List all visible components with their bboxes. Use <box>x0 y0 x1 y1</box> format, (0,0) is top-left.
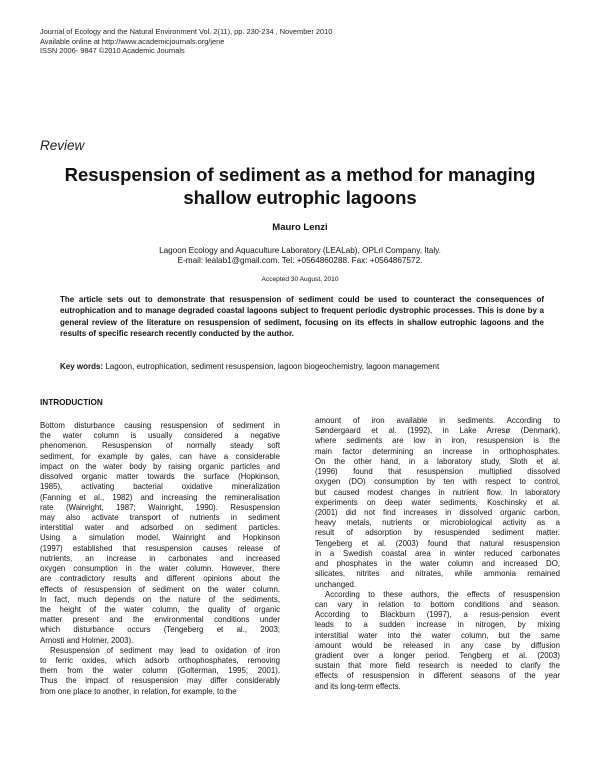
body-text-line: Søndergaard et al. (1992), in Lake Arresø (Denmark), <box>315 426 560 436</box>
body-text-line: sediment, for example by gales, can have a considerable <box>40 451 280 461</box>
body-text-line: the water column is usually considered a negative <box>40 431 280 441</box>
body-text-line: effects of resuspension of sediment on the water column. <box>40 584 280 594</box>
body-text-line: effects of resuspension in different seasons of the year <box>315 671 560 681</box>
journal-citation: Journal of Ecology and the Natural Environment Vol. 2(11), pp. 230-234 , November 2010 <box>40 27 333 36</box>
body-text-line: and phosphates in the water column and increased DO, <box>315 559 560 569</box>
body-text-line: amount of iron available in sediments. According to <box>315 416 560 425</box>
affiliation: Lagoon Ecology and Aquaculture Laboratory (LEALab), OPLrl Company, Italy. <box>159 246 441 255</box>
body-text-line: gradient over a longer period. Tengberg et al. (2003) <box>315 651 560 661</box>
body-text-line: According to Blackburn (1997), a resus-pension event <box>315 610 560 620</box>
body-text-line: interstitial water and adsorbed on sediment particles. <box>40 523 280 533</box>
body-text-line: (Fanning et al., 1982) and increasing the remineralisation <box>40 492 280 502</box>
body-text-line: from one place to another, in relation, for example, to the <box>40 686 237 696</box>
body-text-line: Tengeberg et al. (2003) found that natural resuspension <box>315 538 560 548</box>
body-text-line: in a Swedish coastal area in winter reduced carbonates <box>315 548 560 558</box>
body-text-line: oxygen consumption in the water column. However, there <box>40 564 280 574</box>
body-text-line: are contradictory results and different opinions about the <box>40 574 280 584</box>
author-affiliation-block <box>40 246 560 267</box>
right-column <box>315 416 560 692</box>
abstract: The article sets out to demonstrate that resuspension of sediment could be used to counteract the consequences of eutrophication and to manage degraded coastal lagoons subject to frequent periodic dystrophic processes. This is done by a general review of the literature on resuspension of sediment, focusing on its effects in shallow eutrophic lagoons and the results of specific research recently conducted by the author. <box>60 295 544 338</box>
body-text-line: (1996) found that resuspension multiplied dissolved <box>315 467 560 477</box>
body-text-line: Resuspension of sediment may lead to oxidation of iron <box>50 645 280 655</box>
keywords-label: Key words: <box>60 362 104 371</box>
journal-header <box>40 27 332 56</box>
body-text-line: According to these authors, the effects of resuspension <box>325 589 560 599</box>
body-text-line: may also activate transport of nutrients in sediment <box>40 512 280 522</box>
body-text-line: can vary in relation to bottom conditions and season. <box>315 599 560 609</box>
article-type: Review <box>40 138 85 153</box>
body-text-line: Bottom disturbance causing resuspension of sediment in <box>40 421 280 430</box>
body-text-line: amount would be released in any case by diffusion <box>315 640 560 650</box>
body-text-line: nutrients, an increase in carbonates and increased <box>40 553 280 563</box>
body-text-line: dissolved organic matter towards the surface (Hopkinson, <box>40 472 280 482</box>
journal-issn: ISSN 2006- 9847 ©2010 Academic Journals <box>40 46 185 55</box>
body-text-line: experiments on deep water sediments, Koschinsky et al. <box>315 497 560 507</box>
body-text-line: (1997) established that resuspension causes release of <box>40 543 280 553</box>
keywords <box>60 362 544 372</box>
body-text-line: On the other hand, in a laboratory study, Sloth et al. <box>315 456 560 466</box>
author-name: Mauro Lenzi <box>272 222 328 233</box>
body-text-line: heavy metals, nutrients or microbiological activity as a <box>315 518 560 528</box>
contact-details: E-mail: lealab1@gmail.com. Tel: +0564860288. Fax: +0564867572. <box>177 256 423 266</box>
body-text-line: result of adsorption by resuspended sediment matter. <box>315 528 560 538</box>
section-heading: INTRODUCTION <box>40 398 103 407</box>
body-text-line: and its long-term effects. <box>315 681 401 691</box>
body-text-line: phenomenon. Resuspension of normally steady soft <box>40 441 280 451</box>
body-text-line: In fact, much depends on the nature of the sediments, <box>40 594 280 604</box>
body-text-line: impact on the water body by raising organic particles and <box>40 461 280 471</box>
body-text-line: main factor determining an increase in orthophosphates. <box>315 446 560 456</box>
body-text-line: oxygen (DO) consumption by ten with respect to control, <box>315 477 560 487</box>
paper-title: Resuspension of sediment as a method for managing shallow eutrophic lagoons <box>64 164 536 208</box>
body-text-line: which disturbance occurs (Tengeberg et al., 2003; <box>40 625 280 635</box>
body-text-line: 1985), activating bacterial oxidative mineralization <box>40 482 280 492</box>
left-column <box>40 421 280 697</box>
journal-url: Available online at http://www.academicjournals.org/jene <box>40 36 225 46</box>
body-text-line: (2001) did not find increases in dissolved organic carbon, <box>315 507 560 517</box>
body-text-line: Using a simulation model, Wainright and Hopkinson <box>40 533 280 543</box>
body-text-line: leads to a sudden increase in nitrogen, by mixing <box>315 620 560 630</box>
body-text-line: sustain that more field research is needed to clarify the <box>315 661 560 671</box>
keywords-list: Lagoon, eutrophication, sediment resuspension, lagoon biogeochemistry, lagoon management <box>103 362 440 371</box>
body-text-line: where sediments are low in iron, resuspension is the <box>315 436 560 446</box>
body-text-line: them from the water column (Golterman, 1995; 2001). <box>40 666 280 676</box>
body-text-line: Thus the impact of resuspension may differ considerably <box>40 676 280 686</box>
body-text-line: interstitial water into the water column, but the same <box>315 630 560 640</box>
body-text-line: unchanged. <box>315 579 356 589</box>
body-text-line: the height of the water column, the quality of organic <box>40 604 280 614</box>
body-text-line: silicates, nitrites and nitrates, while ammonia remained <box>315 569 560 579</box>
accepted-date: Accepted 30 August, 2010 <box>261 276 339 283</box>
body-text-line: to ferric oxides, which adsorb orthophosphates, removing <box>40 656 280 666</box>
body-text-line: matter present and the environmental conditions under <box>40 615 280 625</box>
body-text-line: but caused modest changes in nutrient flow. In laboratory <box>315 487 560 497</box>
body-text-line: Arnosti and Holmer, 2003). <box>40 635 134 645</box>
body-text-line: rate (Wainright, 1987; Wainright, 1990). Resuspension <box>40 502 280 512</box>
